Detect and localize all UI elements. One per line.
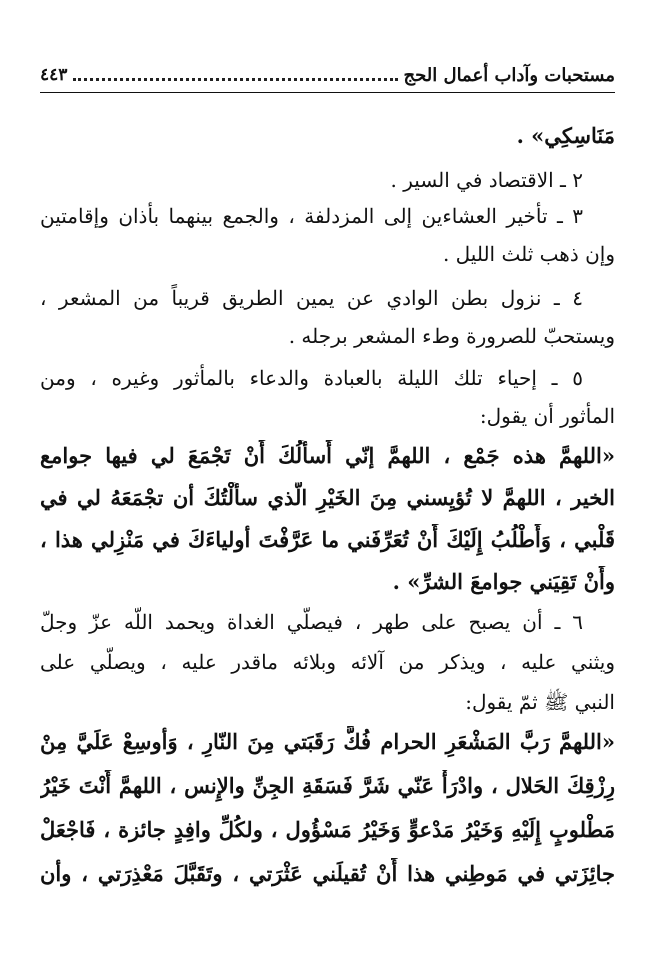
running-head <box>40 60 615 90</box>
supplication-line: «اللهمَّ رَبَّ المَشْعَرِ الحرام فُكَّ رَقَبَتي مِنَ النّارِ ، وَأوسِعْ عَلَيَّ مِنْ <box>40 729 615 754</box>
supplication-line: «اللهمَّ هذه جَمْع ، اللهمَّ إنّي أَسأَلُكَ أَنْ تَجْمَعَ لي فيها جوامع <box>40 443 615 468</box>
text-line: النبي ﷺ ثمّ يقول: <box>465 690 615 714</box>
supplication-line: وأَنْ تَقِيَني جوامعَ الشرِّ» . <box>392 569 615 594</box>
page-number: ٤٤٣ <box>40 65 68 85</box>
text-line-item-4: ٤ ـ نزول بطن الوادي عن يمين الطريق قريباً من المشعر ، <box>40 286 583 310</box>
running-head-title: مستحبات وآداب أعمال الحج <box>403 64 615 86</box>
leader-dots <box>73 78 397 81</box>
text-line: ويستحبّ للصرورة وطء المشعر برجله . <box>288 324 615 348</box>
text-line-item-2: ٢ ـ الاقتصاد في السير . <box>390 168 583 192</box>
supplication-line: الخير ، اللهمَّ لا تُؤيِسني مِنَ الخَيْرِ الَّذي سأَلْتُكَ أن تجْمَعَهُ لي في <box>40 485 615 510</box>
text-line: وإن ذهب ثلث الليل . <box>442 242 615 266</box>
text-line-item-5: ٥ ـ إحياء تلك الليلة بالعبادة والدعاء بالمأثور وغيره ، ومن <box>40 366 583 390</box>
text-line: المأثور أن يقول: <box>479 404 615 428</box>
text-line-item-3: ٣ ـ تأخير العشاءين إلى المزدلفة ، والجمع بينهما بأذان وإقامتين <box>40 204 583 228</box>
text-line-item-6: ٦ ـ أن يصبح على طهر ، فيصلّي الغداة ويحمد اللّه عزّ وجلّ <box>40 610 583 634</box>
header-rule <box>40 92 615 93</box>
text-line-quote-end: مَنَاسِكِي» . <box>516 123 615 148</box>
text-line: ويثني عليه ، ويذكر من آلائه وبلائه ماقدر عليه ، ويصلّي على <box>40 650 615 674</box>
supplication-line: مَطْلوبٍ إِلَيْهِ وَخَيْرُ مَدْعوٍّ وَخَيْرُ مَسْؤُول ، ولكُلِّ وافِدٍ جائزة ، فَاجْعَلْ <box>40 817 615 842</box>
supplication-line: قَلْبي ، وَأَطْلُبُ إِلَيْكَ أَنْ تُعَرِّفَني ما عَرَّفْتَ أولياءَكَ في مَنْزِلي هذا ، <box>40 527 615 552</box>
supplication-line: رِزْقِكَ الحَلال ، وادْرَأْ عَنّي شَرَّ فَسَقَةِ الجِنِّ والإِنس ، اللهمَّ أَنْتَ خَيْرُ <box>40 773 615 798</box>
supplication-line: جائِزَتي في مَوطِني هذا أَنْ تُقيلَني عَثْرَتي ، وتَقَبَّلَ مَعْذِرَتي ، وأن <box>40 861 615 886</box>
